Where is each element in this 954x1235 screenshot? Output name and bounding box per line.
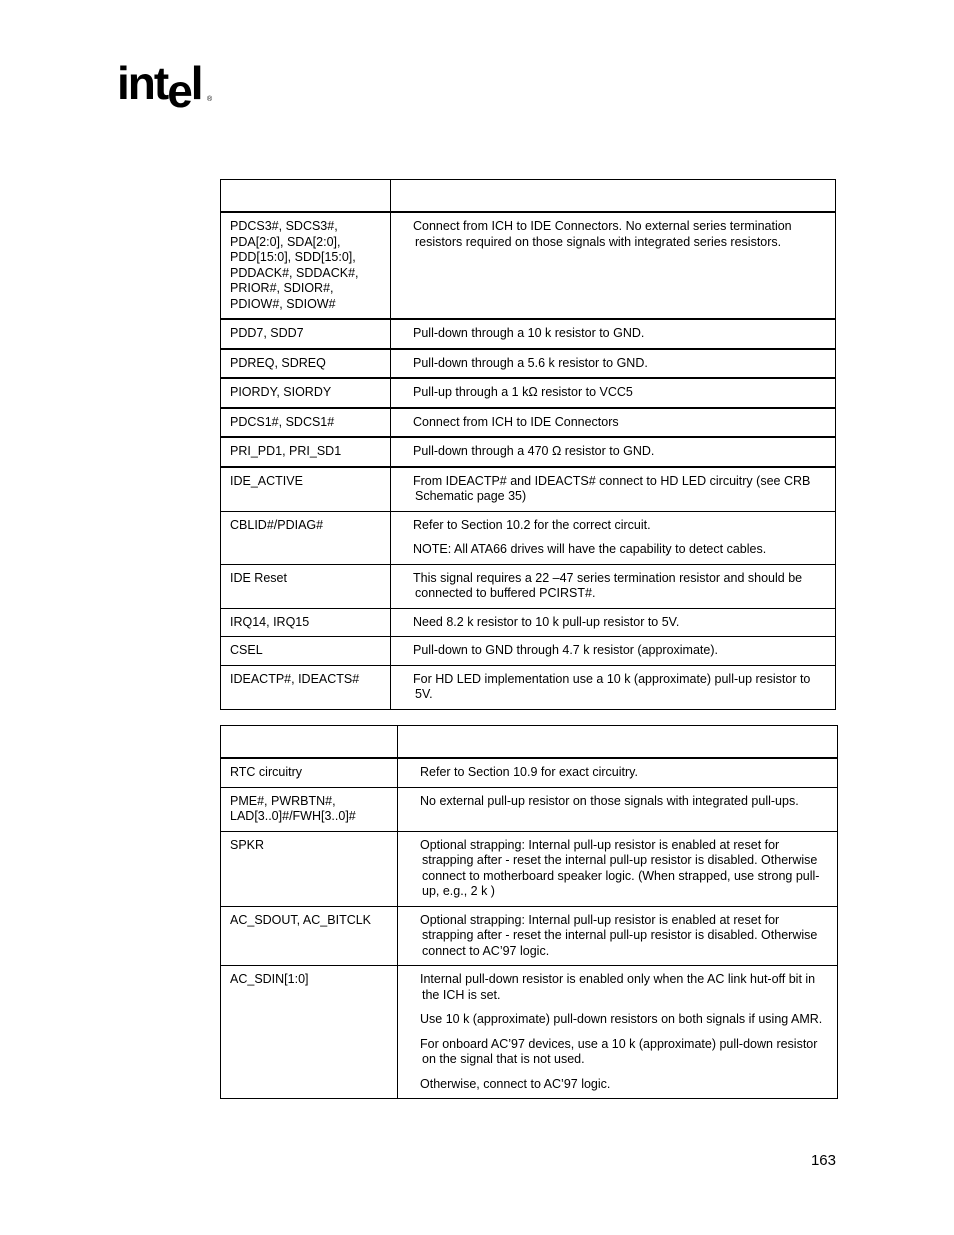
table-header-row — [221, 180, 836, 213]
signal-name-cell: IDE_ACTIVE — [221, 467, 391, 512]
recommendation-cell — [391, 637, 836, 666]
signal-name-cell: CSEL — [221, 637, 391, 666]
signal-name-cell: IDE Reset — [221, 564, 391, 608]
table-row — [221, 511, 836, 564]
recommendation-text: Need 8.2 k resistor to 10 k pull-up resistor to 5V. — [413, 614, 680, 629]
recommendation-cell — [391, 608, 836, 637]
recommendation-text: Pull-down through a 470 Ω resistor to GND. — [413, 444, 655, 458]
signal-name-cell: IDEACTP#, IDEACTS# — [221, 665, 391, 709]
logo-text-e: e — [167, 65, 191, 117]
table-row — [221, 378, 836, 408]
recommendation-text: Connect from ICH to IDE Connectors — [413, 414, 619, 429]
recommendation-text: No external pull-up resistor on those signals with integrated pull-ups. — [420, 793, 799, 808]
recommendation-text: Otherwise, connect to AC’97 logic. — [420, 1076, 611, 1091]
recommendation-cell — [391, 437, 836, 467]
recommendation-cell — [391, 319, 836, 349]
table-row — [221, 212, 836, 319]
recommendation-cell — [398, 758, 838, 787]
recommendation-cell — [391, 467, 836, 512]
logo-text-l: l — [190, 57, 202, 109]
recommendation-text: NOTE: All ATA66 drives will have the capability to detect cables. — [413, 542, 767, 556]
table-row — [221, 608, 836, 637]
recommendation-text: Pull-up through a 1 kΩ resistor to VCC5 — [413, 385, 633, 399]
signal-name-cell: SPKR — [221, 831, 398, 906]
signal-name-cell: IRQ14, IRQ15 — [221, 608, 391, 637]
recommendation-text: Refer to Section 10.2 for the correct circuit. — [413, 517, 651, 532]
table-row — [221, 408, 836, 438]
registered-mark-icon: ® — [207, 96, 213, 103]
recommendation-cell — [398, 787, 838, 831]
recommendation-text: Optional strapping: Internal pull-up resistor is enabled at reset for strapping after - reset the internal pull-up resistor is disabled. Otherwise connect to AC’97 logic. — [420, 912, 818, 958]
table-header-cell — [221, 726, 398, 759]
ide-checklist-table — [220, 179, 836, 710]
recommendation-text: Use 10 k (approximate) pull-down resistors on both signals if using AMR. — [420, 1012, 823, 1026]
recommendation-text: Pull-down through a 10 k resistor to GND. — [413, 326, 645, 340]
recommendation-cell — [398, 966, 838, 1099]
table-row — [221, 349, 836, 379]
recommendation-text: Refer to Section 10.9 for exact circuitry. — [420, 765, 638, 779]
table-row — [221, 437, 836, 467]
recommendation-text: Optional strapping: Internal pull-up resistor is enabled at reset for strapping after - reset the internal pull-up resistor is disabled. Otherwise connect to motherboard speaker logic. (When strapped, use strong pull-up, e.g., 2 k ) — [420, 837, 820, 898]
recommendation-cell — [391, 511, 836, 564]
recommendation-text: This signal requires a 22 –47 series termination resistor and should be connected to buffered PCIRST#. — [413, 570, 803, 600]
signal-name-cell: PRI_PD1, PRI_SD1 — [221, 437, 391, 467]
signal-name-cell: PIORDY, SIORDY — [221, 378, 391, 408]
recommendation-cell — [391, 212, 836, 319]
signal-name-cell: PDREQ, SDREQ — [221, 349, 391, 379]
signal-name-cell: AC_SDIN[1:0] — [221, 966, 398, 1099]
signal-name-cell: PDCS1#, SDCS1# — [221, 408, 391, 438]
recommendation-text: For onboard AC’97 devices, use a 10 k (approximate) pull-down resistor on the signal that is not used. — [420, 1036, 818, 1066]
table-row — [221, 831, 838, 906]
logo-text-int: int — [117, 57, 168, 109]
page-number: 163 — [810, 1152, 836, 1169]
table-row — [221, 906, 838, 966]
recommendation-cell — [391, 378, 836, 408]
table-row — [221, 758, 838, 787]
table-row — [221, 637, 836, 666]
table-header-cell — [221, 180, 391, 213]
recommendation-cell — [391, 665, 836, 709]
recommendation-text: Connect from ICH to IDE Connectors. No external series termination resistors required on those signals with integrated series resistors. — [413, 219, 792, 249]
signal-name-cell: RTC circuitry — [221, 758, 398, 787]
misc-checklist-table — [220, 725, 838, 1099]
signal-name-cell: PME#, PWRBTN#, LAD[3..0]#/FWH[3..0]# — [221, 787, 398, 831]
recommendation-cell — [391, 564, 836, 608]
table-row — [221, 966, 838, 1099]
recommendation-text: Pull-down through a 5.6 k resistor to GND. — [413, 355, 648, 370]
table-row — [221, 665, 836, 709]
table-row — [221, 564, 836, 608]
recommendation-cell — [398, 906, 838, 966]
signal-name-cell: PDD7, SDD7 — [221, 319, 391, 349]
table-row — [221, 467, 836, 512]
recommendation-text: For HD LED implementation use a 10 k (approximate) pull-up resistor to 5V. — [413, 671, 811, 701]
recommendation-cell — [391, 408, 836, 438]
signal-name-cell: CBLID#/PDIAG# — [221, 511, 391, 564]
table-row — [221, 319, 836, 349]
recommendation-text: Pull-down to GND through 4.7 k resistor (approximate). — [413, 643, 718, 657]
table-header-cell — [398, 726, 838, 759]
intel-logo — [117, 57, 213, 117]
table-header-row — [221, 726, 838, 759]
recommendation-text: Internal pull-down resistor is enabled only when the AC link hut-off bit in the ICH is set. — [420, 972, 816, 1002]
recommendation-cell — [398, 831, 838, 906]
recommendation-cell — [391, 349, 836, 379]
signal-name-cell: PDCS3#, SDCS3#, PDA[2:0], SDA[2:0], PDD[15:0], SDD[15:0], PDDACK#, SDDACK#, PRIOR#, SDIOR#, PDIOW#, SDIOW# — [221, 212, 391, 319]
table-row — [221, 787, 838, 831]
recommendation-text: From IDEACTP# and IDEACTS# connect to HD LED circuitry (see CRB Schematic page 35) — [413, 473, 811, 503]
table-header-cell — [391, 180, 836, 213]
signal-name-cell: AC_SDOUT, AC_BITCLK — [221, 906, 398, 966]
